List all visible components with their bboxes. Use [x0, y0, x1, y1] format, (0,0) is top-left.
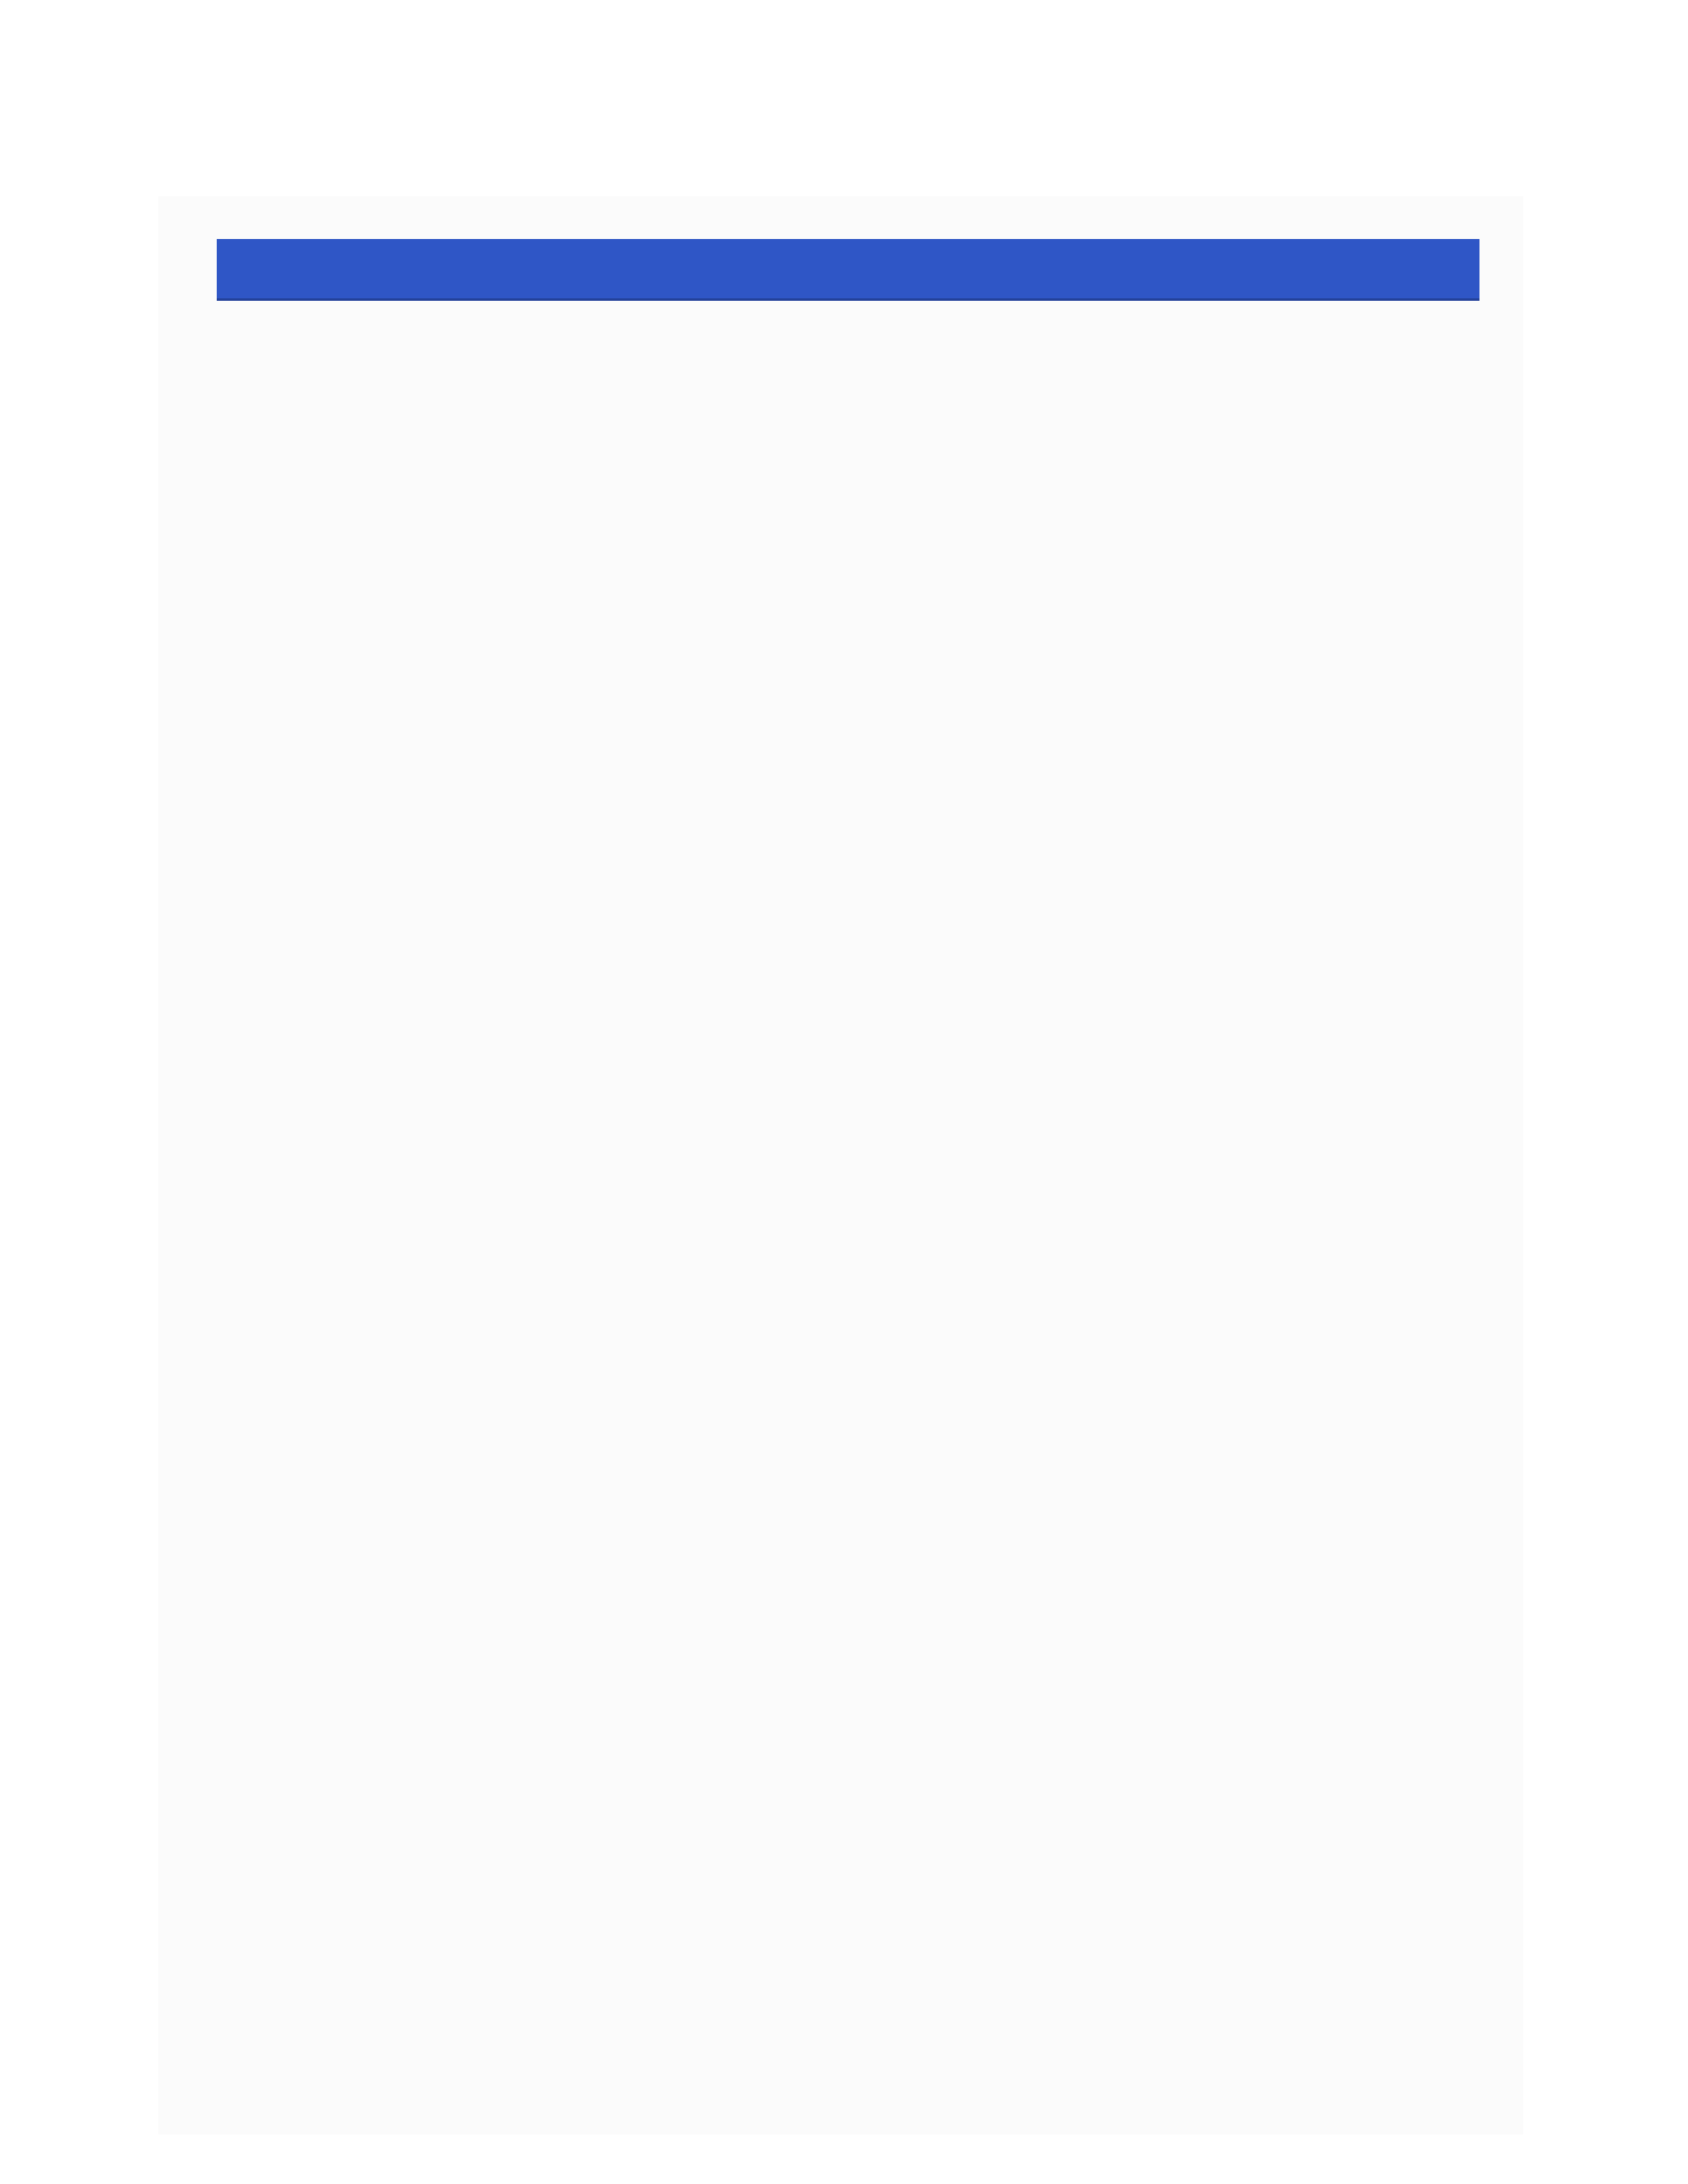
worksheet-page: [158, 196, 1523, 2135]
worksheet-title-banner: [217, 239, 1479, 301]
